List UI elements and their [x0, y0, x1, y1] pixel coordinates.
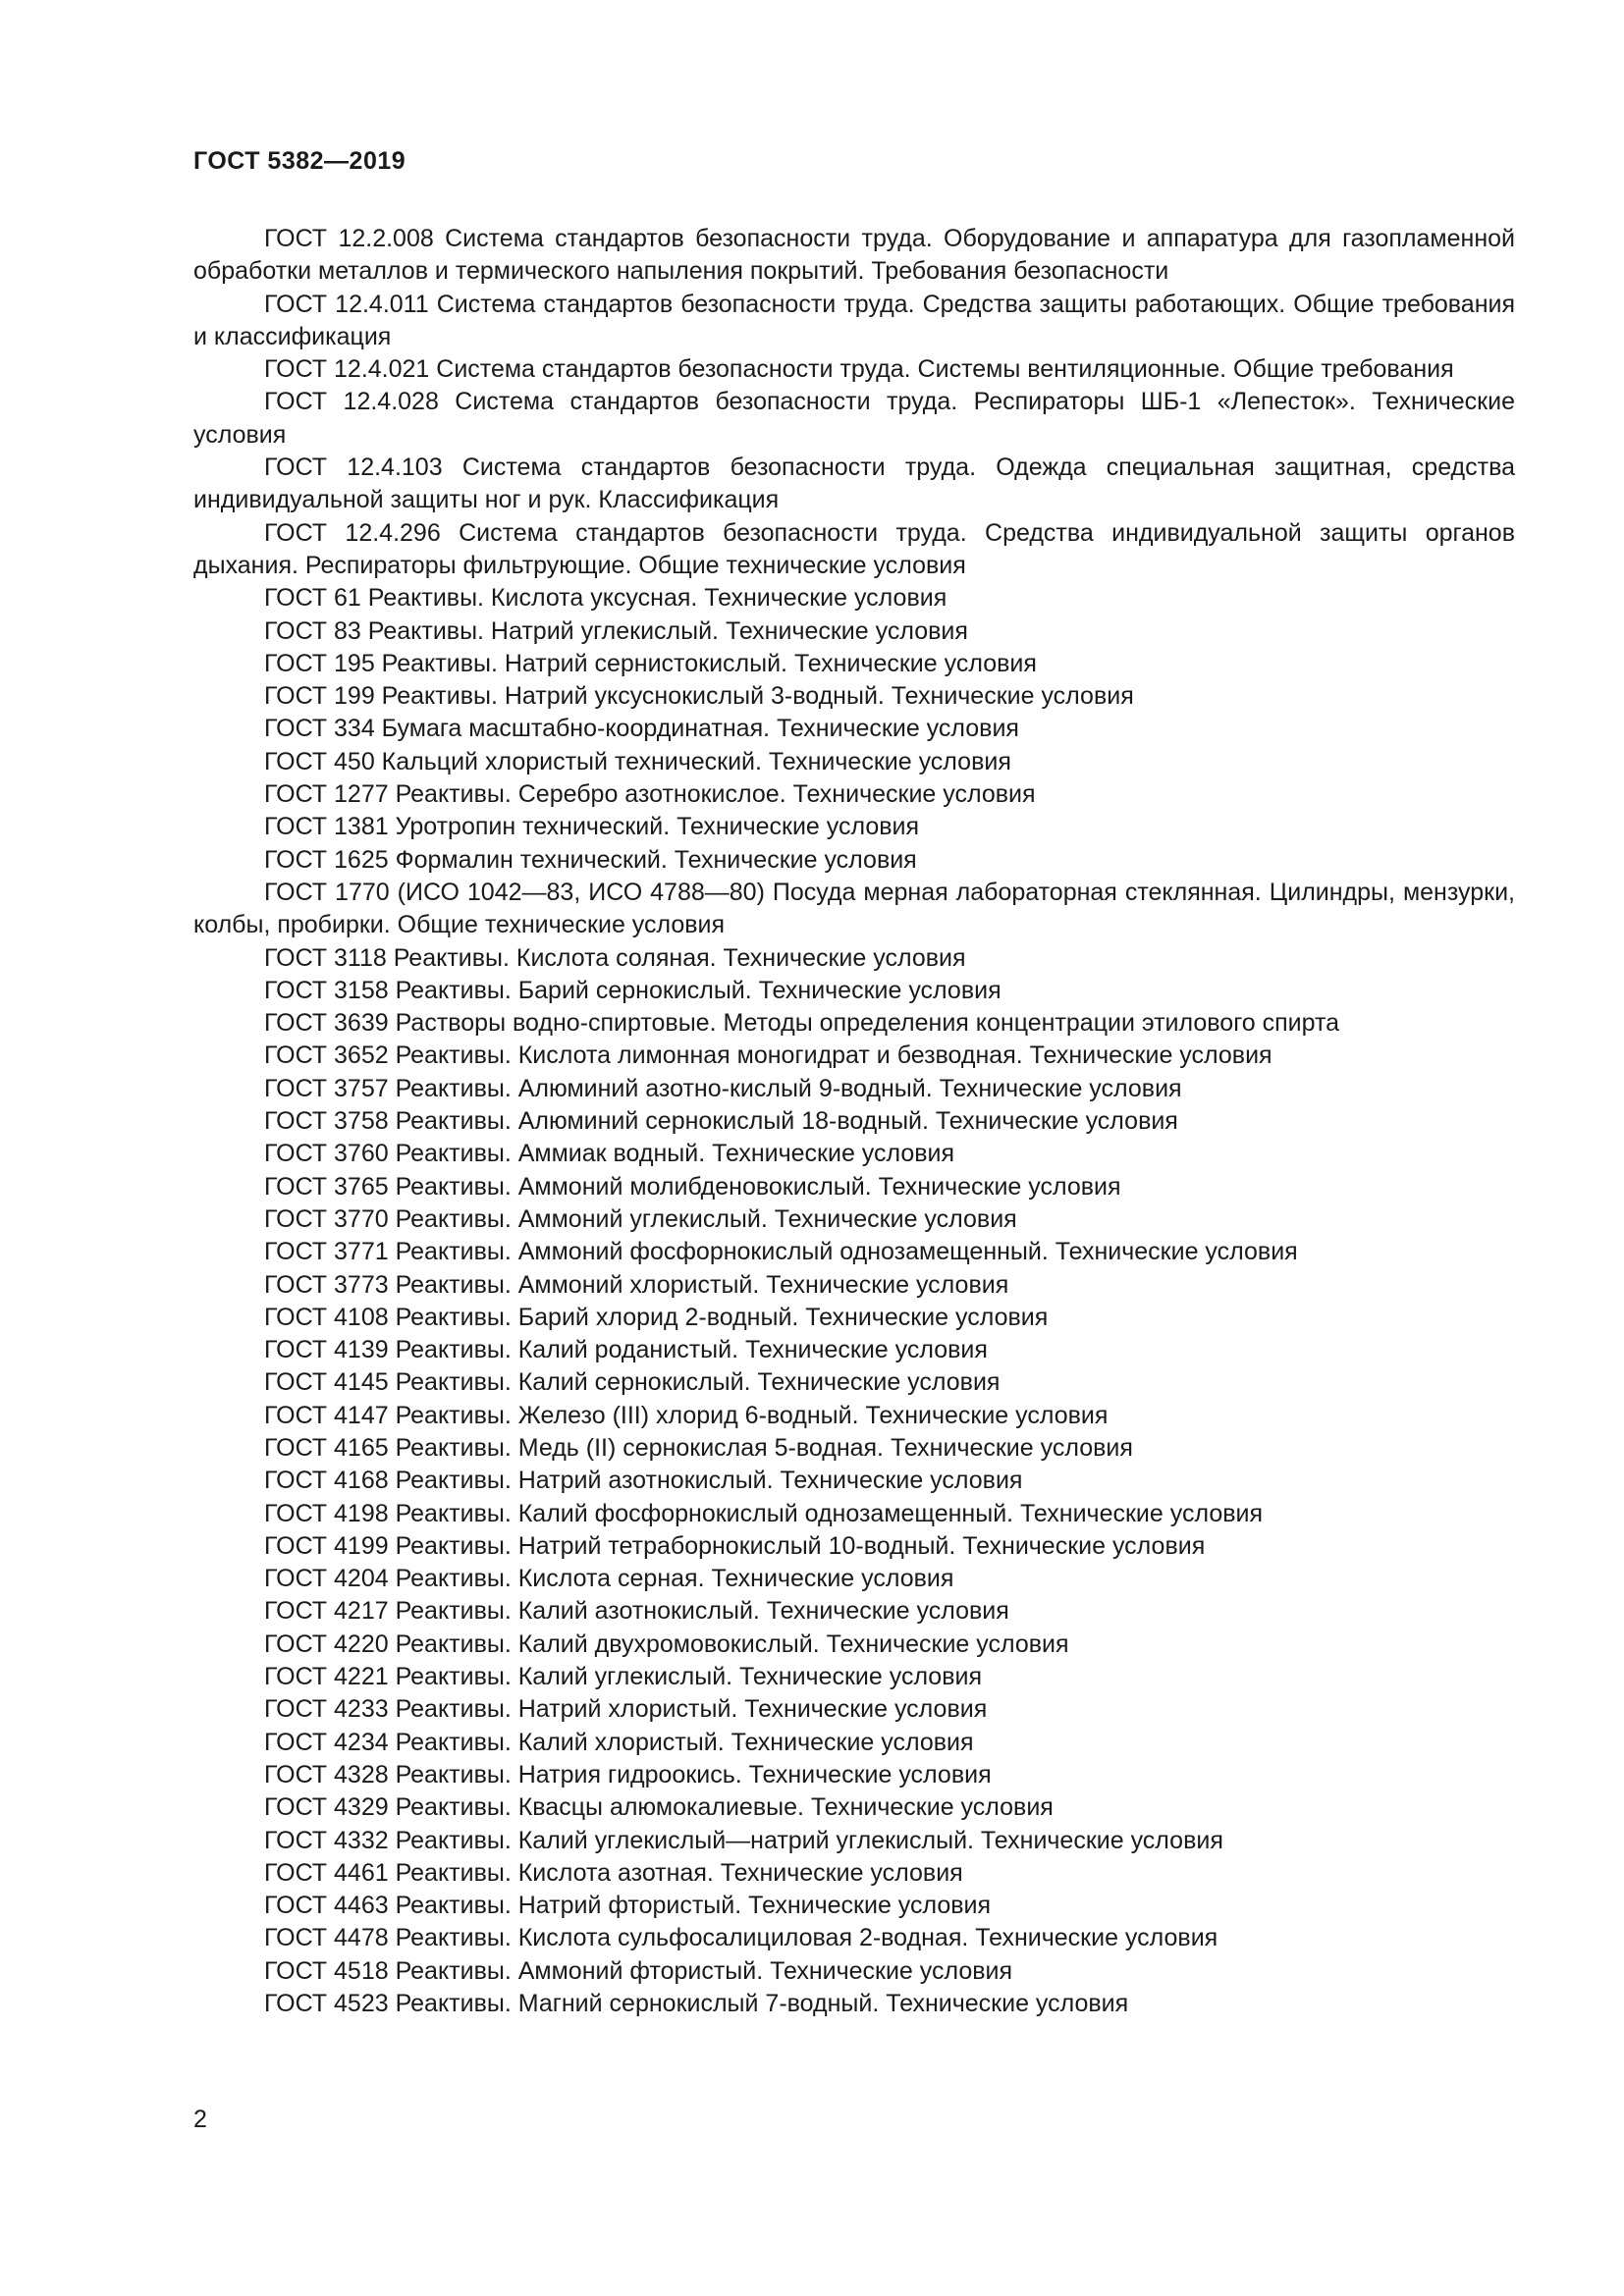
reference-item: ГОСТ 334 Бумага масштабно-координатная. Технические условия [264, 715, 1019, 743]
reference-item: ГОСТ 199 Реактивы. Натрий уксуснокислый 3-водный. Технические условия [264, 682, 1134, 711]
reference-item: ГОСТ 4234 Реактивы. Калий хлористый. Технические условия [264, 1728, 974, 1756]
reference-item: ГОСТ 4145 Реактивы. Калий сернокислый. Технические условия [264, 1368, 1001, 1397]
reference-item: ГОСТ 3770 Реактивы. Аммоний углекислый. Технические условия [264, 1204, 1017, 1233]
reference-item: ГОСТ 1381 Уротропин технический. Технические условия [264, 813, 920, 841]
reference-item: ГОСТ 3773 Реактивы. Аммоний хлористый. Технические условия [264, 1270, 1009, 1299]
reference-item: ГОСТ 4332 Реактивы. Калий углекислый—натрий углекислый. Технические условия [264, 1826, 1223, 1854]
reference-item: ГОСТ 4221 Реактивы. Калий углекислый. Технические условия [264, 1663, 982, 1691]
reference-item: ГОСТ 4147 Реактивы. Железо (III) хлорид 6-водный. Технические условия [264, 1401, 1109, 1429]
reference-item: ГОСТ 12.2.008 Система стандартов безопасности труда. Оборудование и аппаратура для газопламенной обработки металлов и термического напыления покрытий. Требования безопасности [193, 225, 1515, 286]
reference-item: ГОСТ 4220 Реактивы. Калий двухромовокислый. Технические условия [264, 1629, 1069, 1658]
reference-item: ГОСТ 4233 Реактивы. Натрий хлористый. Технические условия [264, 1695, 988, 1724]
reference-item: ГОСТ 4328 Реактивы. Натрия гидроокись. Технические условия [264, 1760, 992, 1789]
reference-item: ГОСТ 1625 Формалин технический. Технические условия [264, 845, 917, 874]
reference-item: ГОСТ 1277 Реактивы. Серебро азотнокислое. Технические условия [264, 780, 1036, 809]
reference-item: ГОСТ 3758 Реактивы. Алюминий сернокислый 18-водный. Технические условия [264, 1107, 1178, 1136]
reference-item: ГОСТ 61 Реактивы. Кислота уксусная. Технические условия [264, 584, 947, 613]
reference-item: ГОСТ 4199 Реактивы. Натрий тетраборнокислый 10-водный. Технические условия [264, 1531, 1206, 1560]
reference-item: ГОСТ 4461 Реактивы. Кислота азотная. Технические условия [264, 1858, 963, 1887]
reference-item: ГОСТ 3771 Реактивы. Аммоний фосфорнокислый однозамещенный. Технические условия [264, 1238, 1298, 1266]
reference-item: ГОСТ 12.4.011 Система стандартов безопасности труда. Средства защиты работающих. Общие требования и классификация [193, 290, 1515, 350]
reference-item: ГОСТ 4165 Реактивы. Медь (II) сернокислая 5-водная. Технические условия [264, 1433, 1133, 1462]
reference-item: ГОСТ 450 Кальций хлористый технический. Технические условия [264, 747, 1011, 775]
reference-item: ГОСТ 3118 Реактивы. Кислота соляная. Технические условия [264, 943, 966, 972]
reference-item: ГОСТ 4204 Реактивы. Кислота серная. Технические условия [264, 1565, 954, 1593]
reference-item: ГОСТ 3639 Растворы водно-спиртовые. Методы определения концентрации этилового спирта [264, 1009, 1340, 1038]
reference-item: ГОСТ 12.4.028 Система стандартов безопасности труда. Респираторы ШБ-1 «Лепесток». Технические условия [193, 388, 1515, 449]
normative-references-list [193, 223, 1515, 2020]
reference-item: ГОСТ 4168 Реактивы. Натрий азотнокислый. Технические условия [264, 1467, 1023, 1495]
reference-item: ГОСТ 4463 Реактивы. Натрий фтористый. Технические условия [264, 1892, 992, 1920]
page-number: 2 [193, 2106, 207, 2133]
reference-item: ГОСТ 4108 Реактивы. Барий хлорид 2-водный. Технические условия [264, 1303, 1049, 1331]
document-code-header: ГОСТ 5382—2019 [193, 147, 406, 175]
reference-item: ГОСТ 83 Реактивы. Натрий углекислый. Технические условия [264, 616, 968, 645]
reference-item: ГОСТ 3765 Реактивы. Аммоний молибденовокислый. Технические условия [264, 1172, 1121, 1201]
reference-item: ГОСТ 1770 (ИСО 1042—83, ИСО 4788—80) Посуда мерная лабораторная стеклянная. Цилиндры, мензурки, колбы, пробирки. Общие технические условия [193, 878, 1515, 939]
reference-item: ГОСТ 195 Реактивы. Натрий сернистокислый. Технические условия [264, 649, 1037, 677]
reference-item: ГОСТ 4523 Реактивы. Магний сернокислый 7-водный. Технические условия [264, 1990, 1129, 2018]
reference-item: ГОСТ 4329 Реактивы. Квасцы алюмокалиевые. Технические условия [264, 1793, 1054, 1822]
reference-item: ГОСТ 3757 Реактивы. Алюминий азотно-кислый 9-водный. Технические условия [264, 1074, 1182, 1102]
reference-item: ГОСТ 12.4.103 Система стандартов безопасности труда. Одежда специальная защитная, средства индивидуальной защиты ног и рук. Классификация [193, 454, 1515, 514]
reference-item: ГОСТ 3652 Реактивы. Кислота лимонная моногидрат и безводная. Технические условия [264, 1041, 1272, 1070]
reference-item: ГОСТ 4478 Реактивы. Кислота сульфосалициловая 2-водная. Технические условия [264, 1924, 1218, 1952]
reference-item: ГОСТ 12.4.296 Система стандартов безопасности труда. Средства индивидуальной защиты органов дыхания. Респираторы фильтрующие. Общие технические условия [193, 518, 1515, 579]
reference-item: ГОСТ 3158 Реактивы. Барий сернокислый. Технические условия [264, 976, 1001, 1004]
reference-item: ГОСТ 12.4.021 Система стандартов безопасности труда. Системы вентиляционные. Общие требования [264, 355, 1454, 384]
reference-item: ГОСТ 3760 Реактивы. Аммиак водный. Технические условия [264, 1140, 955, 1168]
reference-item: ГОСТ 4217 Реактивы. Калий азотнокислый. Технические условия [264, 1597, 1009, 1626]
reference-item: ГОСТ 4139 Реактивы. Калий роданистый. Технические условия [264, 1336, 988, 1364]
reference-item: ГОСТ 4198 Реактивы. Калий фосфорнокислый однозамещенный. Технические условия [264, 1499, 1264, 1527]
reference-item: ГОСТ 4518 Реактивы. Аммоний фтористый. Технические условия [264, 1956, 1013, 1985]
